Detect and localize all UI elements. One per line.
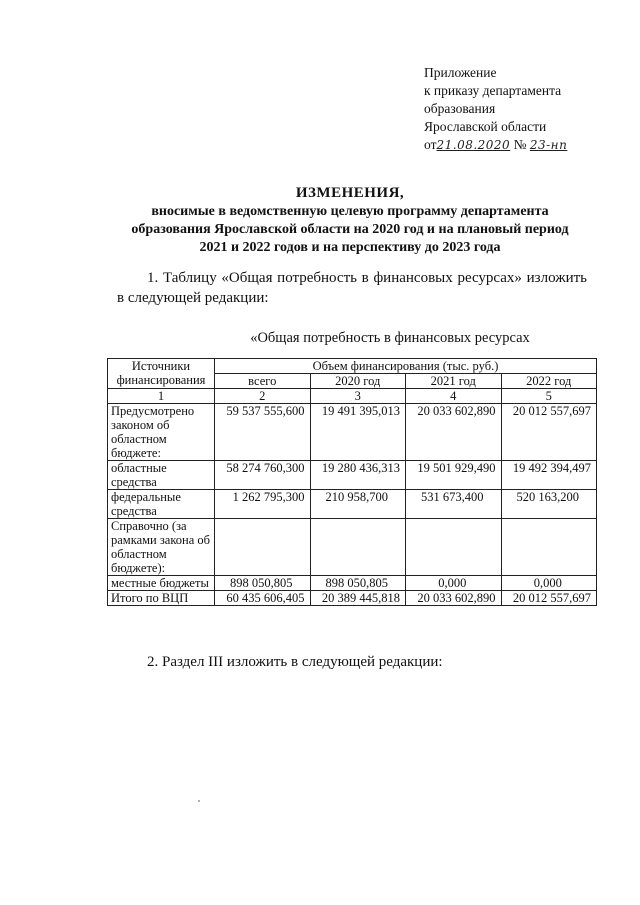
cell-2022 [501, 519, 597, 576]
header-sources: Источники финансирования [108, 359, 215, 389]
cell-2020: 20 389 445,818 [310, 591, 406, 606]
cell-2022: 20 012 557,697 [501, 404, 597, 461]
handwritten-number: 23-нп [529, 138, 568, 152]
appendix-block [424, 64, 624, 154]
header-2021: 2021 год [406, 374, 502, 389]
appendix-line-3: образования [424, 101, 496, 116]
row-label: федеральные средства [108, 490, 215, 519]
row-label: Предусмотрено законом об областном бюджете: [108, 404, 215, 461]
cell-total: 1 262 795,300 [215, 490, 311, 519]
paragraph-1 [117, 268, 587, 308]
scan-speck [198, 800, 200, 802]
row-label: Справочно (за рамками закона об областном бюджете): [108, 519, 215, 576]
appendix-line-2: к приказу департамента [424, 83, 562, 98]
number-prefix: № [513, 137, 527, 152]
table-row [108, 591, 597, 606]
cell-2020: 898 050,805 [310, 576, 406, 591]
index-cell: 1 [108, 389, 215, 404]
cell-2021: 531 673,400 [406, 490, 502, 519]
appendix-date-number-line [424, 136, 624, 154]
row-label: областные средства [108, 461, 215, 490]
cell-2020 [310, 519, 406, 576]
table-caption: «Общая потребность в финансовых ресурсах [250, 330, 530, 346]
appendix-line-4: Ярославской области [424, 119, 547, 134]
handwritten-date: 21.08.2020 [436, 138, 511, 152]
header-2020: 2020 год [310, 374, 406, 389]
document-heading [100, 184, 600, 257]
row-label: местные бюджеты [108, 576, 215, 591]
paragraph-1-line-2: в следующей редакции: [117, 290, 269, 306]
cell-total: 60 435 606,405 [215, 591, 311, 606]
index-cell: 3 [310, 389, 406, 404]
paragraph-2: 2. Раздел III изложить в следующей редакции: [147, 654, 443, 670]
cell-2021 [406, 519, 502, 576]
cell-2021: 20 033 602,890 [406, 591, 502, 606]
header-total: всего [215, 374, 311, 389]
heading-line-1: вносимые в ведомственную целевую программу департамента [151, 204, 549, 219]
cell-total [215, 519, 311, 576]
appendix-line-1: Приложение [424, 65, 497, 80]
table-row [108, 404, 597, 461]
financing-table [107, 358, 597, 606]
cell-2022: 0,000 [501, 576, 597, 591]
cell-2022: 20 012 557,697 [501, 591, 597, 606]
header-volume: Объем финансирования (тыс. руб.) [215, 359, 597, 374]
cell-2020: 210 958,700 [310, 490, 406, 519]
cell-total: 58 274 760,300 [215, 461, 311, 490]
cell-2022: 19 492 394,497 [501, 461, 597, 490]
index-cell: 4 [406, 389, 502, 404]
cell-total: 59 537 555,600 [215, 404, 311, 461]
heading-line-3: 2021 и 2022 годов и на перспективу до 2023 года [199, 240, 501, 255]
index-cell: 2 [215, 389, 311, 404]
cell-2021: 0,000 [406, 576, 502, 591]
table-row [108, 490, 597, 519]
from-prefix: от [424, 137, 437, 152]
table-row [108, 519, 597, 576]
heading-line-2: образования Ярославской области на 2020 год и на плановый период [131, 222, 569, 237]
cell-2021: 19 501 929,490 [406, 461, 502, 490]
cell-2020: 19 491 395,013 [310, 404, 406, 461]
header-2022: 2022 год [501, 374, 597, 389]
cell-2020: 19 280 436,313 [310, 461, 406, 490]
paragraph-1-line-1: 1. Таблицу «Общая потребность в финансовых ресурсах» изложить [147, 270, 587, 286]
cell-2022: 520 163,200 [501, 490, 597, 519]
heading-title: ИЗМЕНЕНИЯ, [295, 185, 405, 201]
index-cell: 5 [501, 389, 597, 404]
table-row [108, 461, 597, 490]
row-label: Итого по ВЦП [108, 591, 215, 606]
cell-total: 898 050,805 [215, 576, 311, 591]
table-index-row [108, 389, 597, 404]
table-header-row [108, 359, 597, 374]
table-row [108, 576, 597, 591]
cell-2021: 20 033 602,890 [406, 404, 502, 461]
